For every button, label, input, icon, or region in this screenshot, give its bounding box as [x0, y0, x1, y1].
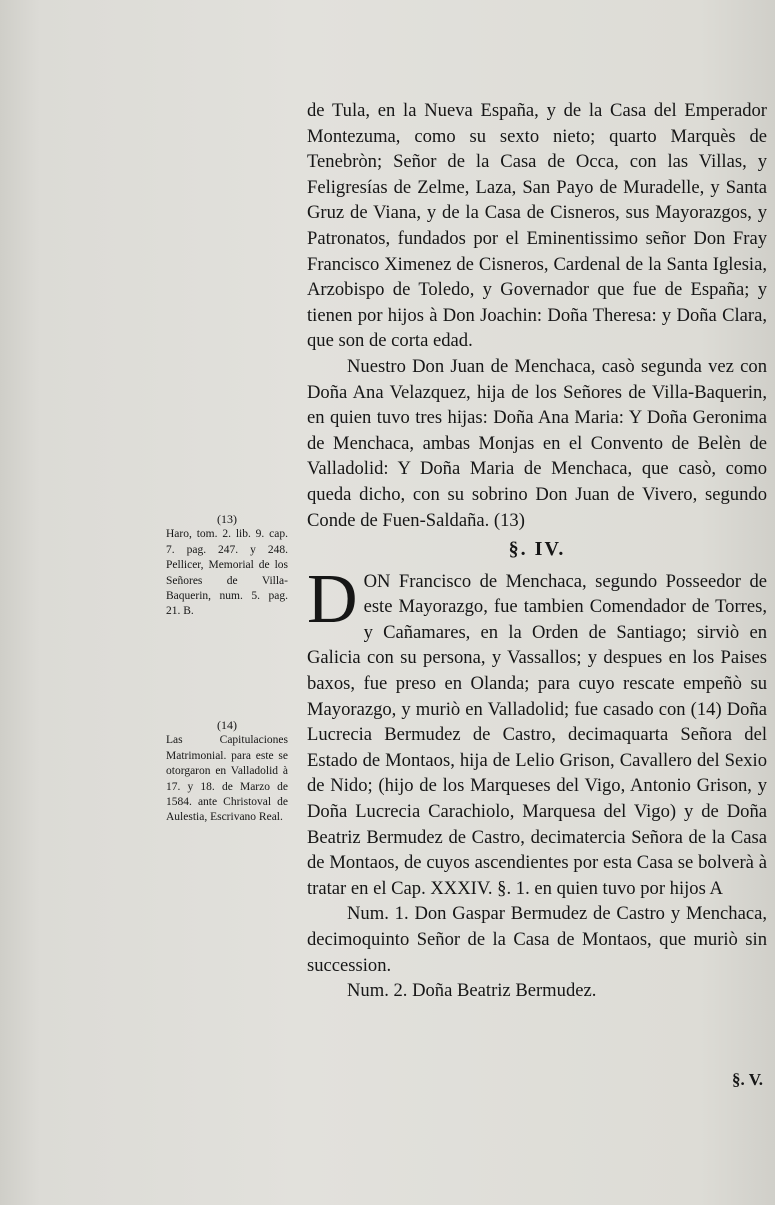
margin-note-ref: (13)	[217, 512, 237, 526]
drop-cap: D	[307, 560, 358, 638]
main-text-column	[307, 98, 767, 1004]
paragraph-5: Num. 2. Doña Beatriz Bermudez.	[347, 980, 597, 1002]
margin-note-text: Haro, tom. 2. lib. 9. cap. 7. pag. 247. y 248. Pellicer, Memorial de los Señores de Villa-Baquerin, num. 5. pag. 21. B.	[166, 528, 288, 618]
section-heading: §. IV.	[508, 538, 566, 561]
paragraph-4: Num. 1. Don Gaspar Bermudez de Castro y Menchaca, decimoquinto Señor de la Casa de Montaos, que muriò sin succession.	[307, 903, 767, 976]
paragraph-2: Nuestro Don Juan de Menchaca, casò segunda vez con Doña Ana Velazquez, hija de los Señores de Villa-Baquerin, en quien tuvo tres hijas: Doña Ana Maria: Y Doña Geronima de Menchaca, ambas Monjas en el Convento de Belèn de Valladolid: Y Doña Maria de Menchaca, que casò, como queda dicho, con su sobrino Don Juan de Vivero, segundo Conde de Fuen-Saldaña. (13)	[307, 355, 767, 531]
margin-note-13	[166, 512, 288, 620]
paragraph-1: de Tula, en la Nueva España, y de la Casa del Emperador Montezuma, como su sexto nieto; quarto Marquès de Tenebròn; Señor de la Casa de Occa, con las Villas, y Feligresías de Zelme, Laza, San Payo de Muradelle, y Santa Gruz de Viana, y de la Casa de Cisneros, sus Mayorazgos, y Patronatos, fundados por el Eminentissimo señor Don Fray Francisco Ximenez de Cisneros, Cardenal de la Santa Iglesia, Arzobispo de Toledo, y Governador que fue de España; y tienen por hijos à Don Joachin: Doña Theresa: y Doña Clara, que son de corta edad.	[307, 100, 767, 352]
margin-note-14	[166, 718, 288, 826]
paragraph-3-text: ON Francisco de Menchaca, segundo Posseedor de este Mayorazgo, fue tambien Comendador de Torres, y Cañamares, en la Orden de Santiago; sirviò en Galicia con su persona, y Vassallos; y despues en los Paises baxos, fue preso en Olanda; para cuyo rescate empeñò su Mayorazgo, y muriò en Valladolid; fue casado con (14) Doña Lucrecia Bermudez de Castro, decimaquarta Señora del Estado de Montaos, hija de Lelio Grison, Cavallero del Sexio de Nido; (hijo de los Marqueses del Vigo, Antonio Grison, y Doña Lucrecia Carachiolo, Marquesa del Vigo) y de Doña Beatriz Bermudez de Castro, decimatercia Señora de la Casa de Montaos, de cuyos ascendientes por esta Casa se bolverà à tratar en el Cap. XXXIV. §. 1. en quien tuvo por hijos A	[307, 570, 767, 899]
catchword: §. V.	[732, 1070, 764, 1089]
margin-note-ref: (14)	[217, 718, 237, 732]
margin-note-text: Las Capitulaciones Matrimonial. para este se otorgaron en Valladolid à 17. y 18. de Marzo de 1584. ante Christoval de Aulestia, Escrivano Real.	[166, 734, 288, 824]
paragraph-3	[307, 560, 767, 902]
